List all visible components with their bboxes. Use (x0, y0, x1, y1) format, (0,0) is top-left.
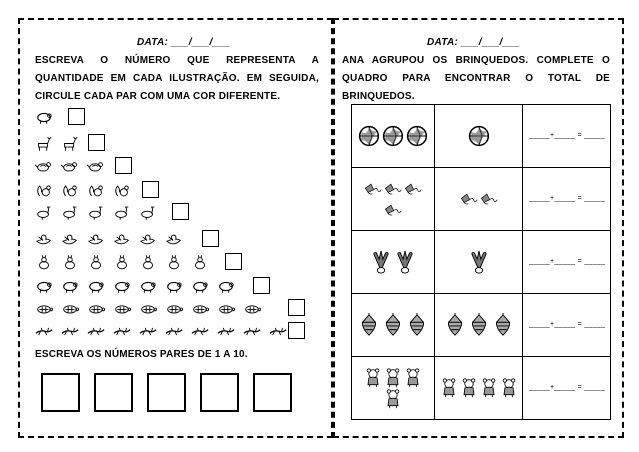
squirrel-icon (61, 183, 79, 198)
pig-icon (35, 279, 53, 294)
squirrel-icon (113, 183, 131, 198)
lizard-icon (87, 324, 105, 339)
pig-icon (217, 279, 235, 294)
addition-fill-in[interactable]: _____+_____ = _____ (529, 384, 606, 391)
goose-icon (35, 205, 53, 220)
ball-icon (406, 124, 428, 148)
deer-icon (35, 136, 53, 151)
squirrel-icon (87, 183, 105, 198)
even-number-box[interactable] (94, 373, 133, 412)
spinning-top-icon (492, 313, 514, 337)
bird-icon (61, 159, 79, 174)
table-row (352, 168, 611, 231)
turtle-icon (191, 301, 209, 316)
lizard-icon (35, 324, 53, 339)
toy-grouping-table (351, 104, 611, 420)
rabbit-icon (113, 255, 131, 270)
pig-icon (139, 279, 157, 294)
duck-icon (165, 232, 183, 247)
rabbit-icon (165, 255, 183, 270)
lizard-icon (243, 324, 261, 339)
count-answer-box[interactable] (142, 181, 159, 198)
even-number-box[interactable] (200, 373, 239, 412)
squirrel-icon (35, 183, 53, 198)
left-instruction: ESCREVA O NÚMERO QUE REPRESENTA A QUANTIDADE EM CADA ILUSTRAÇÃO. EM SEGUIDA, CIRCULE CADA PAR COM UMA COR DIFERENTE. (35, 55, 319, 102)
spinning-top-icon (406, 313, 428, 337)
turtle-icon (165, 301, 183, 316)
turtle-icon (35, 301, 53, 316)
right-instruction: ANA AGRUPOU OS BRINQUEDOS. COMPLETE O QUADRO PARA ENCONTRAR O TOTAL DE BRINQUEDOS. (342, 55, 610, 102)
even-number-box[interactable] (41, 373, 80, 412)
ball-icon (358, 124, 380, 148)
lizard-icon (61, 324, 79, 339)
teddy-doll-icon (460, 378, 478, 398)
count-answer-box[interactable] (253, 277, 270, 294)
duck-icon (61, 232, 79, 247)
rabbit-icon (35, 255, 53, 270)
addition-fill-in[interactable]: _____+_____ = _____ (529, 132, 606, 139)
count-answer-box[interactable] (288, 299, 305, 316)
duck-icon (113, 232, 131, 247)
rabbit-icon (139, 255, 157, 270)
goose-icon (87, 205, 105, 220)
right-date-label: DATA: ___/___/___ (427, 37, 521, 48)
shuttlecock-icon (394, 250, 416, 274)
left-date-label: DATA: ___/___/___ (137, 37, 231, 48)
teddy-doll-icon (500, 378, 518, 398)
spinning-top-icon (358, 313, 380, 337)
goose-icon (139, 205, 157, 220)
kite-icon (480, 189, 498, 209)
teddy-doll-icon (384, 368, 402, 388)
teddy-doll-icon (384, 389, 402, 409)
duck-icon (35, 232, 53, 247)
lizard-icon (217, 324, 235, 339)
addition-fill-in[interactable]: _____+_____ = _____ (529, 321, 606, 328)
count-answer-box[interactable] (115, 157, 132, 174)
shuttlecock-icon (468, 250, 490, 274)
ball-icon (468, 124, 490, 148)
turtle-icon (61, 301, 79, 316)
duck-icon (139, 232, 157, 247)
duck-icon (87, 232, 105, 247)
bird-icon (87, 159, 105, 174)
count-answer-box[interactable] (202, 230, 219, 247)
addition-fill-in[interactable]: _____+_____ = _____ (529, 195, 606, 202)
count-answer-box[interactable] (172, 203, 189, 220)
table-row (352, 294, 611, 357)
table-row (352, 357, 611, 420)
shuttlecock-icon (370, 250, 392, 274)
addition-fill-in[interactable]: _____+_____ = _____ (529, 258, 606, 265)
rabbit-icon (87, 255, 105, 270)
deer-icon (61, 136, 79, 151)
count-answer-box[interactable] (88, 134, 105, 151)
turtle-icon (87, 301, 105, 316)
turtle-icon (113, 301, 131, 316)
ball-icon (382, 124, 404, 148)
count-answer-box[interactable] (225, 253, 242, 270)
turtle-icon (217, 301, 235, 316)
pig-icon (87, 279, 105, 294)
table-row (352, 231, 611, 294)
teddy-doll-icon (404, 368, 422, 388)
kite-icon (460, 189, 478, 209)
pig-icon (191, 279, 209, 294)
teddy-doll-icon (480, 378, 498, 398)
pig-icon (113, 279, 131, 294)
goose-icon (113, 205, 131, 220)
count-answer-box[interactable] (288, 322, 305, 339)
rabbit-icon (191, 255, 209, 270)
lizard-icon (269, 324, 287, 339)
table-row (352, 105, 611, 168)
rabbit-icon (61, 255, 79, 270)
kite-icon (364, 179, 382, 199)
goose-icon (61, 205, 79, 220)
spinning-top-icon (382, 313, 404, 337)
kite-icon (404, 179, 422, 199)
even-number-box[interactable] (253, 373, 292, 412)
spinning-top-icon (444, 313, 466, 337)
even-number-box[interactable] (147, 373, 186, 412)
lizard-icon (139, 324, 157, 339)
kite-icon (384, 200, 402, 220)
pig-icon (165, 279, 183, 294)
teddy-doll-icon (440, 378, 458, 398)
kite-icon (384, 179, 402, 199)
spinning-top-icon (468, 313, 490, 337)
bird-icon (35, 159, 53, 174)
lizard-icon (191, 324, 209, 339)
pig-icon (35, 110, 53, 125)
count-answer-box[interactable] (68, 108, 85, 125)
teddy-doll-icon (364, 368, 382, 388)
lizard-icon (165, 324, 183, 339)
even-numbers-instruction: ESCREVA OS NÚMEROS PARES DE 1 A 10. (35, 349, 248, 360)
turtle-icon (139, 301, 157, 316)
pig-icon (61, 279, 79, 294)
turtle-icon (243, 301, 261, 316)
lizard-icon (113, 324, 131, 339)
